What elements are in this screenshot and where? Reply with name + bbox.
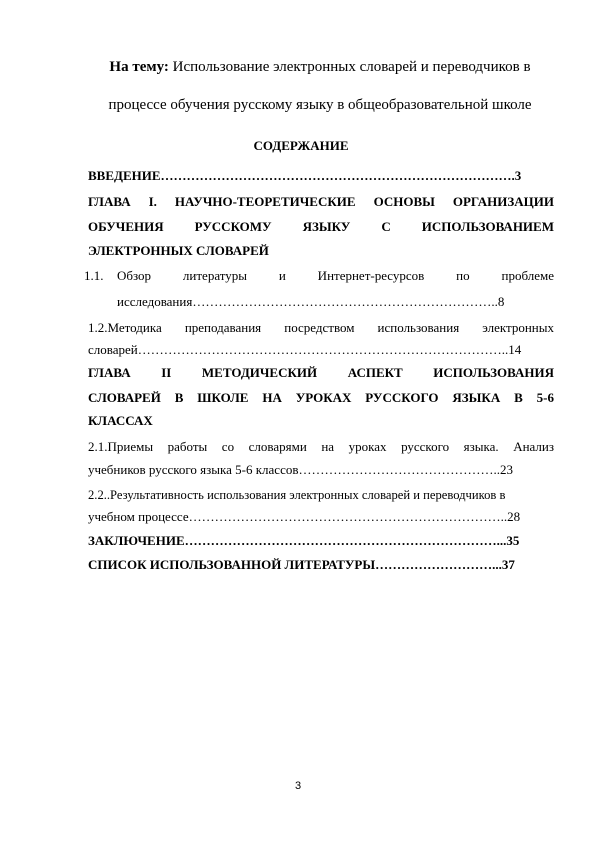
toc-section-1-1-number: 1.1.: [84, 268, 104, 283]
toc-chapter1-line1: ГЛАВА I. НАУЧНО-ТЕОРЕТИЧЕСКИЕ ОСНОВЫ ОРГАНИЗАЦИИ: [88, 194, 554, 209]
toc-entry-references: СПИСОК ИСПОЛЬЗОВАННОЙ ЛИТЕРАТУРЫ………………………...37: [88, 557, 515, 572]
toc-section-2-1-line2: учебников русского языка 5-6 классов………………………………………..23: [88, 462, 513, 477]
toc-title: СОДЕРЖАНИЕ: [253, 138, 349, 153]
page-number: 3: [294, 780, 302, 792]
toc-chapter1-line2: ОБУЧЕНИЯ РУССКОМУ ЯЗЫКУ С ИСПОЛЬЗОВАНИЕМ: [88, 219, 554, 234]
toc-section-2-1-line1: 2.1.Приемы работы со словарями на уроках русского языка. Анализ: [88, 439, 554, 454]
toc-chapter1-line3: ЭЛЕКТРОННЫХ СЛОВАРЕЙ: [88, 243, 269, 258]
topic-line-2: процессе обучения русскому языку в общеобразовательной школе: [108, 97, 532, 113]
toc-section-2-2-line1: 2.2..Результативность использования электронных словарей и переводчиков в: [88, 488, 506, 502]
topic-line-1: [80, 57, 560, 78]
toc-section-1-1-line1: Обзор литературы и Интернет-ресурсов по проблеме: [117, 268, 554, 283]
toc-chapter2-line1: ГЛАВА II МЕТОДИЧЕСКИЙ АСПЕКТ ИСПОЛЬЗОВАНИЯ: [88, 365, 554, 380]
topic-label: На тему:: [109, 59, 169, 75]
topic-text-1: Использование электронных словарей и переводчиков в: [172, 59, 531, 75]
toc-entry-intro: ВВЕДЕНИЕ……………………………………………………………………….3: [88, 168, 522, 183]
toc-chapter2-line3: КЛАССАХ: [88, 413, 153, 428]
toc-section-1-2-line2: словарей…………………………………………………………………………..14: [88, 342, 522, 357]
toc-section-2-2-line2: учебном процессе………………………………………………………………..28: [88, 509, 521, 524]
toc-chapter2-line2: СЛОВАРЕЙ В ШКОЛЕ НА УРОКАХ РУССКОГО ЯЗЫКА В 5-6: [88, 390, 554, 405]
toc-section-1-2-line1: 1.2.Методика преподавания посредством использования электронных: [88, 320, 554, 335]
toc-section-1-1-line2: исследования……………………………………………………………..8: [117, 294, 505, 309]
toc-entry-conclusion: ЗАКЛЮЧЕНИЕ………………………………………………………………...35: [88, 533, 520, 548]
